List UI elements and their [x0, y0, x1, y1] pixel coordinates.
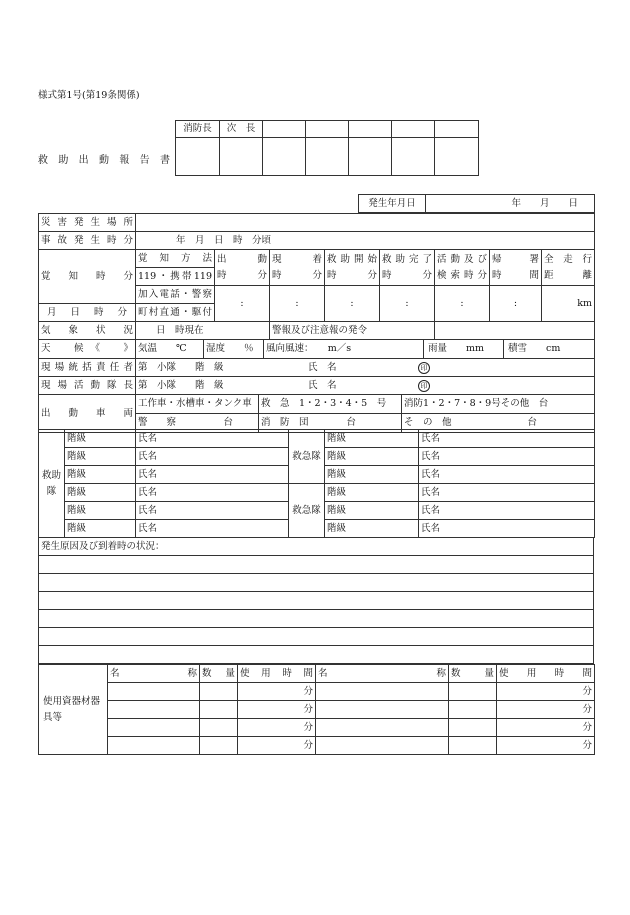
- minutes-unit: 分: [497, 683, 595, 701]
- crew-name: 氏名: [136, 430, 289, 448]
- cause-line: [39, 610, 594, 628]
- minutes-unit: 分: [497, 737, 595, 755]
- vehicle-work: 工作車・水槽車・タンク車: [138, 398, 252, 409]
- stamp-cell: [349, 121, 392, 138]
- action-chief-name: 氏 名: [308, 379, 337, 391]
- cause-line: [39, 646, 594, 664]
- rainfall: 雨量 mm: [423, 340, 503, 358]
- seal-icon: 印: [418, 380, 430, 392]
- awareness-value: :: [215, 286, 270, 322]
- wind: 風向風速： m／s: [263, 340, 423, 358]
- stamp-cell: [306, 138, 349, 176]
- awareness-col: 全走行 距離: [542, 250, 595, 286]
- awareness-col: 救助完了 時 分: [380, 250, 435, 286]
- stamp-cell: [263, 138, 306, 176]
- weather-warning: 警報及び注意報の発令: [270, 322, 435, 340]
- crew-rank: 階級: [325, 466, 419, 484]
- report-table: [38, 213, 595, 433]
- vehicle-police: 警 察 台: [138, 417, 234, 428]
- cause-line: [39, 556, 594, 574]
- cause-line: [39, 574, 594, 592]
- action-chief-label: 現場活動隊長: [39, 377, 136, 395]
- accident-time-value: 年 月 日 時 分頃: [136, 232, 595, 250]
- crew-name: 氏名: [419, 502, 595, 520]
- minutes-unit: 分: [238, 701, 316, 719]
- crew-rank: 階級: [325, 520, 419, 538]
- disaster-place-label: 災害発生場所: [39, 214, 136, 232]
- crew-rank: 階級: [65, 466, 136, 484]
- awareness-label: 覚知時分: [39, 250, 136, 304]
- ems-crew-label: 救急隊: [289, 430, 325, 484]
- equipment-qty-header: 数 量: [449, 665, 497, 683]
- awareness-col: 出動 時 分: [215, 250, 270, 286]
- crew-name: 氏名: [136, 520, 289, 538]
- vehicle-other: そ の 他 台: [401, 414, 594, 432]
- accident-time-label: 事故発生時分: [39, 232, 136, 250]
- date-label: 発生年月日: [359, 195, 426, 213]
- weather-label: 気象状況: [39, 322, 136, 340]
- seal-icon: 印: [418, 362, 430, 374]
- awareness-value: :: [435, 286, 490, 322]
- stamp-cell: [306, 121, 349, 138]
- stamp-cell: [435, 121, 479, 138]
- crew-name: 氏名: [136, 466, 289, 484]
- crew-rank: 階級: [325, 448, 419, 466]
- deputy-label: 次 長: [220, 121, 263, 138]
- stamp-cell: [435, 138, 479, 176]
- stamp-cell: [392, 138, 435, 176]
- crew-name: 氏名: [419, 430, 595, 448]
- approval-table: [175, 120, 479, 176]
- awareness-col: 救助開始 時 分: [325, 250, 380, 286]
- awareness-col: 帰署 時間: [490, 250, 542, 286]
- awareness-value: :: [270, 286, 325, 322]
- weather-time: 日 時現在: [136, 322, 270, 340]
- page-title: 救助出動報告書: [38, 155, 170, 166]
- crew-rank: 階級: [325, 430, 419, 448]
- sky-label: 天 候《 》: [39, 340, 136, 359]
- method-119: 119・携帯119: [136, 268, 215, 286]
- equipment-time-header: 使 用 時 間: [497, 665, 595, 683]
- cause-line: [39, 628, 594, 646]
- rescue-crew-label: 救助隊: [39, 430, 65, 538]
- crew-table: [38, 429, 595, 538]
- crew-rank: 階級: [65, 430, 136, 448]
- field-chief-label: 現場統括責任者: [39, 359, 136, 377]
- crew-rank: 階級: [65, 448, 136, 466]
- equipment-name-header: 名 称: [108, 665, 200, 683]
- stamp-cell: [349, 138, 392, 176]
- crew-name: 氏名: [419, 466, 595, 484]
- cause-table: [38, 537, 594, 664]
- awareness-subtime: 月 日 時 分: [39, 304, 136, 322]
- weather-warning-value: [435, 322, 595, 340]
- minutes-unit: 分: [497, 719, 595, 737]
- awareness-value: km: [542, 286, 595, 322]
- vehicle-brigade: 消 防 団 台: [258, 414, 401, 432]
- equipment-table: [38, 664, 595, 755]
- crew-name: 氏名: [419, 520, 595, 538]
- awareness-col: 活動及び 検索時分: [435, 250, 490, 286]
- chief-label: 消防長: [176, 121, 220, 138]
- method-direct: 町村直通・駆付: [136, 304, 215, 322]
- action-chief-rank: 第 小隊 階 級: [138, 379, 224, 391]
- cause-line: [39, 592, 594, 610]
- vehicle-pumper: 消防1・2・7・8・9号その他 台: [401, 395, 594, 413]
- minutes-unit: 分: [497, 701, 595, 719]
- method-phone: 加入電話・警察: [136, 286, 215, 304]
- snowfall: 積雪 cm: [503, 340, 594, 358]
- date-value: 年 月 日: [426, 195, 595, 213]
- cause-label: 発生原因及び到着時の状況：: [39, 538, 594, 556]
- crew-rank: 階級: [65, 502, 136, 520]
- stamp-cell: [176, 138, 220, 176]
- awareness-value: :: [380, 286, 435, 322]
- stamp-cell: [263, 121, 306, 138]
- form-number: 様式第1号(第19条関係): [38, 90, 140, 101]
- field-chief-name: 氏 名: [308, 361, 337, 373]
- crew-name: 氏名: [419, 484, 595, 502]
- awareness-value: :: [325, 286, 380, 322]
- temperature: 気温 ℃: [138, 343, 187, 355]
- crew-name: 氏名: [136, 484, 289, 502]
- crew-rank: 階級: [325, 502, 419, 520]
- stamp-cell: [392, 121, 435, 138]
- crew-name: 氏名: [419, 448, 595, 466]
- disaster-place-value: [136, 214, 595, 232]
- field-chief-rank: 第 小隊 階 級: [138, 361, 224, 373]
- awareness-value: :: [490, 286, 542, 322]
- equipment-qty-header: 数 量: [200, 665, 238, 683]
- crew-name: 氏名: [136, 502, 289, 520]
- date-table: [358, 194, 595, 213]
- humidity: 湿度 ％: [203, 340, 263, 358]
- vehicles-label: 出動車両: [39, 395, 136, 433]
- equipment-name-header: 名 称: [316, 665, 449, 683]
- ems-crew-label: 救急隊: [289, 484, 325, 538]
- equipment-time-header: 使 用 時 間: [238, 665, 316, 683]
- minutes-unit: 分: [238, 719, 316, 737]
- crew-name: 氏名: [136, 448, 289, 466]
- minutes-unit: 分: [238, 683, 316, 701]
- minutes-unit: 分: [238, 737, 316, 755]
- vehicle-ambulance: 救 急 1・2・3・4・5 号: [258, 395, 401, 413]
- awareness-col: 現着 時 分: [270, 250, 325, 286]
- crew-rank: 階級: [325, 484, 419, 502]
- crew-rank: 階級: [65, 484, 136, 502]
- stamp-cell: [220, 138, 263, 176]
- crew-rank: 階級: [65, 520, 136, 538]
- method-title: 覚知方法: [136, 250, 215, 268]
- equipment-label: 使用資器材器具等: [39, 665, 108, 755]
